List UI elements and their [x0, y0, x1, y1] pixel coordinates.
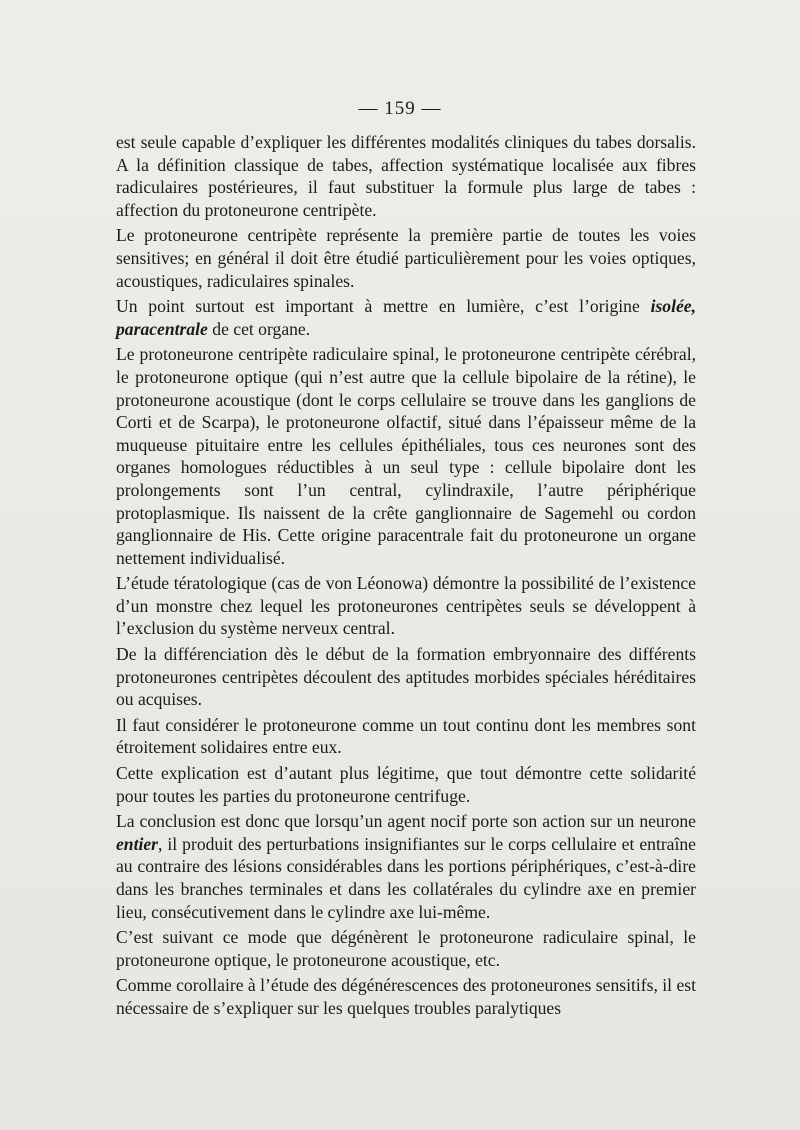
paragraph-8 — [116, 762, 696, 807]
paragraph-7-text: Il faut considérer le protoneurone comme un tout continu dont les membres sont étroitement solidaires entre eux. — [116, 714, 696, 758]
paragraph-10 — [116, 926, 696, 971]
paragraph-3-emphasis: isolée, paracentrale — [116, 296, 696, 339]
paragraph-4 — [116, 343, 696, 569]
paragraph-3 — [116, 295, 696, 340]
paragraph-5-text: L’étude tératologique (cas de von Léonowa) démontre la possibilité de l’existence d’un monstre chez lequel les protoneurones centripètes seuls se développent à l’exclusion du système nerveux central. — [116, 573, 696, 639]
paragraph-9-emphasis: entier — [116, 833, 159, 854]
paragraph-9-text: La conclusion est donc que lorsqu’un agent nocif porte son action sur un neurone — [116, 811, 696, 832]
paragraph-6 — [116, 643, 696, 711]
paragraph-2 — [116, 224, 696, 292]
paragraph-3-text-end: de cet organe. — [207, 318, 311, 339]
paragraph-2-text: Le protoneurone centripète représente la première partie de toutes les voies sensitives; en général il doit être étudié particulièrement pour les voies optiques, acoustiques, radiculaires spinales. — [116, 225, 696, 291]
paragraph-3-text: Un point surtout est important à mettre en lumière, c’est l’origine — [116, 296, 651, 317]
paragraph-4-text: Le protoneurone centripète radiculaire spinal, le protoneurone centripète cérébral, le protoneurone optique (qui n’est autre que la cellule bipolaire de la rétine), le protoneurone acoustique (dont le corps cellulaire se trouve dans les ganglions de Corti et de Scarpa), le protoneurone olfactif, situé dans l’épaisseur même de la muqueuse pituitaire entre les cellules épithéliales, tous ces neurones sont des organes homologues réductibles à un seul type : cellule bipolaire dont les prolongements sont l’un central, cylindraxile, l’autre périphérique protoplasmique. Ils naissent de la crête ganglionnaire de Sagemehl ou cordon ganglionnaire de His. Cette origine paracentrale fait du protoneurone un organe nettement individualisé. — [116, 344, 696, 568]
paragraph-9-text-end: , il produit des perturbations insignifiantes sur le corps cellulaire et entraîne au contraire des lésions considérables dans les portions périphériques, c’est-à-dire dans les branches terminales et dans les collatérales du cylindre axe en premier lieu, consécutivement dans le cylindre axe lui-même. — [116, 833, 696, 922]
paragraph-5 — [116, 572, 696, 640]
paragraph-1-text: est seule capable d’expliquer les différentes modalités cliniques du tabes dorsalis. A la définition classique de tabes, affection systématique localisée aux fibres radiculaires postérieures, il faut substituer la formule plus large de tabes : affection du protoneurone centripète. — [116, 132, 696, 220]
paragraph-6-text: De la différenciation dès le début de la formation embryonnaire des différents protoneurones centripètes découlent des aptitudes morbides spéciales héréditaires ou acquises. — [116, 644, 696, 710]
paragraph-10-text: C’est suivant ce mode que dégénèrent le protoneurone radiculaire spinal, le protoneurone optique, le protoneurone acoustique, etc. — [116, 927, 696, 970]
paragraph-8-text: Cette explication est d’autant plus légitime, que tout démontre cette solidarité pour toutes les parties du protoneurone centrifuge. — [116, 763, 696, 806]
paragraph-11 — [116, 974, 696, 1019]
paragraph-9 — [116, 810, 696, 923]
paragraph-7 — [116, 714, 696, 759]
paragraph-11-text: Comme corollaire à l’étude des dégénérescences des protoneurones sensitifs, il est nécessaire de s’expliquer sur les quelques troubles paralytiques — [116, 975, 696, 1018]
body-text — [116, 131, 696, 1023]
page-number: — 159 — — [358, 98, 442, 119]
paragraph-1 — [116, 131, 696, 221]
